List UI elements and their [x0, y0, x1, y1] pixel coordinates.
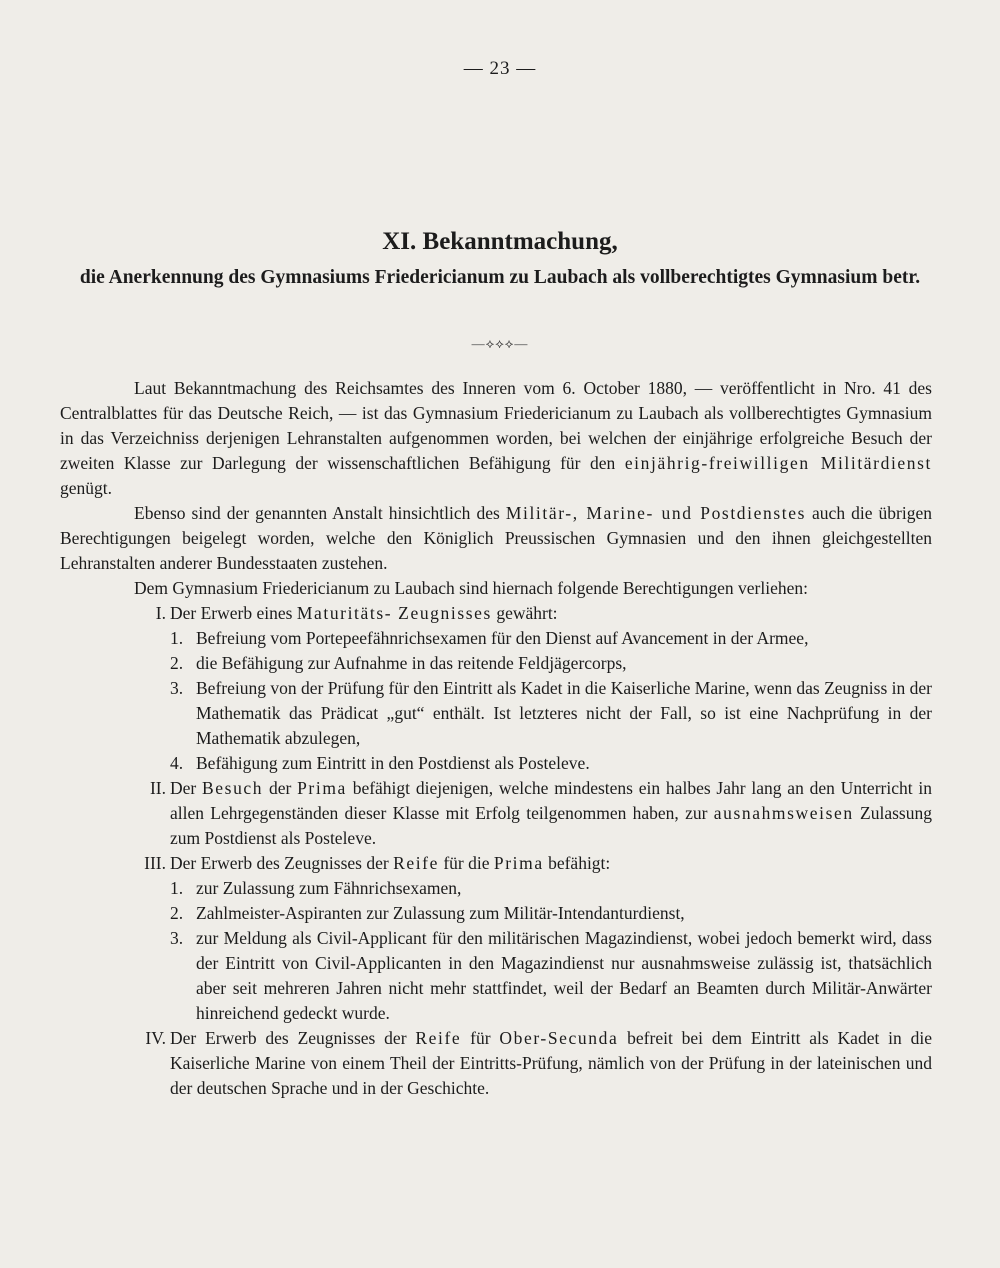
item-text: Befähigung zum Eintritt in den Postdienst als Posteleve. — [196, 753, 590, 773]
paragraph-2-text-b: auch die übrigen Berechtigungen beigelegt worden, welche den Königlich Preussischen Gymnasien und den ihnen gleichgestellten Lehranstalten anderer Bundesstaaten zustehen. — [60, 503, 932, 573]
section-iii-emphasis-2: Prima — [493, 853, 544, 873]
item-number: 3. — [170, 678, 184, 698]
section-iv-text-b: für — [461, 1028, 500, 1048]
section-iv-text-a: Der Erwerb des Zeugnisses der — [170, 1028, 416, 1048]
list-item — [170, 751, 932, 776]
section-iv-number: IV. — [145, 1028, 166, 1048]
section-i-text-a: Der Erwerb eines — [170, 603, 297, 623]
privileges-list — [60, 601, 932, 1101]
section-ii-text-d: Zulassung zum Postdienst als Posteleve. — [170, 803, 932, 848]
list-item — [170, 926, 932, 1026]
item-text: Zahlmeister-Aspiranten zur Zulassung zum Militär-Intendanturdienst, — [196, 903, 685, 923]
paragraph-1-text-a: Laut Bekanntmachung des Reichsamtes des Inneren vom 6. October 1880, — veröffentlicht in Nro. 41 des Centralblattes für das Deutsche Reich, — ist das Gymnasium Friedericianum zu Laubach als vollberechtigtes Gymnasium in das Verzeichniss derjenigen Lehranstalten aufgenommen worden, bei welchen der einjährige erfolgreiche Besuch der zweiten Klasse zur Darlegung der wissenschaftlichen Befähigung für den — [60, 378, 932, 473]
section-iii-intro — [170, 851, 932, 876]
paragraph-1 — [60, 376, 932, 501]
section-ii-number: II. — [149, 778, 166, 798]
item-number: 1. — [170, 628, 184, 648]
item-number: 3. — [170, 928, 184, 948]
item-text: zur Zulassung zum Fähnrichsexamen, — [196, 878, 462, 898]
section-ii-text — [170, 776, 932, 851]
paragraph-1-emphasis: einjährig-freiwilligen Militärdienst — [624, 453, 933, 473]
section-i-emphasis: Maturitäts- Zeugnisses — [296, 603, 492, 623]
paragraph-2 — [60, 501, 932, 576]
paragraph-2-emphasis: Militär-, Marine- und Postdienstes — [505, 503, 806, 523]
section-iii-text-c: befähigt: — [543, 853, 611, 873]
section-ii-text-b: der — [263, 778, 298, 798]
section-iii-text-a: Der Erwerb des Zeugnisses der — [170, 853, 394, 873]
section-iv-text-c: befreit bei dem Eintritt als Kadet in die Kaiserliche Marine von einem Theil der Eintritts-Prüfung, nämlich von der Prüfung in der lateinischen und der deutschen Sprache und in der Geschichte. — [170, 1028, 933, 1098]
section-iii-number: III. — [144, 853, 166, 873]
announcement-subtitle: die Anerkennung des Gymnasiums Friedericianum zu Laubach als vollberechtigtes Gymnasium betr. — [79, 267, 921, 288]
paragraph-3: Dem Gymnasium Friedericianum zu Laubach sind hiernach folgende Berechtigungen verliehen: — [134, 578, 809, 598]
paragraph-1-text-b: genügt. — [60, 478, 113, 498]
section-ii — [60, 776, 932, 851]
item-number: 2. — [170, 653, 184, 673]
item-text: die Befähigung zur Aufnahme in das reitende Feldjägercorps, — [196, 653, 627, 673]
section-i-number: I. — [155, 603, 166, 623]
section-iii — [60, 851, 932, 1026]
item-number: 2. — [170, 903, 184, 923]
announcement-body — [60, 376, 932, 1101]
section-i-items — [170, 626, 932, 776]
item-number: 1. — [170, 878, 184, 898]
section-iv-text — [170, 1026, 932, 1101]
item-number: 4. — [170, 753, 184, 773]
item-text: zur Meldung als Civil-Applicant für den militärischen Magazindienst, wobei jedoch bemerkt wird, dass der Eintritt von Civil-Applicanten in den Magazindienst nur ausnahmsweise zulässig ist, thatsächlich aber seit mehreren Jahren nicht mehr stattfindet, weil der Bedarf an Beamten durch Militär-Anwärter hinreichend gedeckt wurde. — [196, 928, 932, 1023]
section-iv — [60, 1026, 932, 1101]
list-item — [170, 876, 932, 901]
item-text: Befreiung von der Prüfung für den Eintritt als Kadet in die Kaiserliche Marine, wenn das Zeugniss in der Mathematik das Prädicat „gut“ enthält. Ist letzteres nicht der Fall, so ist eine Nachprüfung in der Mathematik abzulegen, — [196, 678, 932, 748]
paragraph-2-text-a: Ebenso sind der genannten Anstalt hinsichtlich des — [134, 503, 506, 523]
list-item — [170, 651, 932, 676]
announcement-heading: XI. Bekanntmachung, — [382, 228, 618, 255]
section-i-intro — [170, 601, 932, 626]
list-item — [170, 626, 932, 651]
section-iii-items — [170, 876, 932, 1026]
list-item — [170, 676, 932, 751]
section-ii-emphasis-2: Prima — [297, 778, 347, 798]
section-i-text-b: gewährt: — [491, 603, 558, 623]
list-item — [170, 901, 932, 926]
section-ii-text-c: befähigt diejenigen, welche mindestens ein halbes Jahr lang an den Unterricht in allen Lehrgegenständen dieser Klasse mit Erfolg teilgenommen haben, zur — [170, 778, 932, 823]
section-iii-text-b: für die — [438, 853, 494, 873]
section-iii-emphasis-1: Reife — [393, 853, 439, 873]
section-ii-emphasis-1: Besuch — [202, 778, 264, 798]
page-number: — 23 — — [463, 58, 537, 79]
section-iv-emphasis-1: Reife — [415, 1028, 462, 1048]
section-ii-text-a: Der — [170, 778, 203, 798]
section-iv-emphasis-2: Ober-Secunda — [499, 1028, 619, 1048]
section-ii-emphasis-3: ausnahmsweisen — [713, 803, 854, 823]
item-text: Befreiung vom Portepeefähnrichsexamen für den Dienst auf Avancement in der Armee, — [196, 628, 809, 648]
ornament-divider: —⟡⟡⟡— — [471, 336, 529, 351]
section-i — [60, 601, 932, 776]
